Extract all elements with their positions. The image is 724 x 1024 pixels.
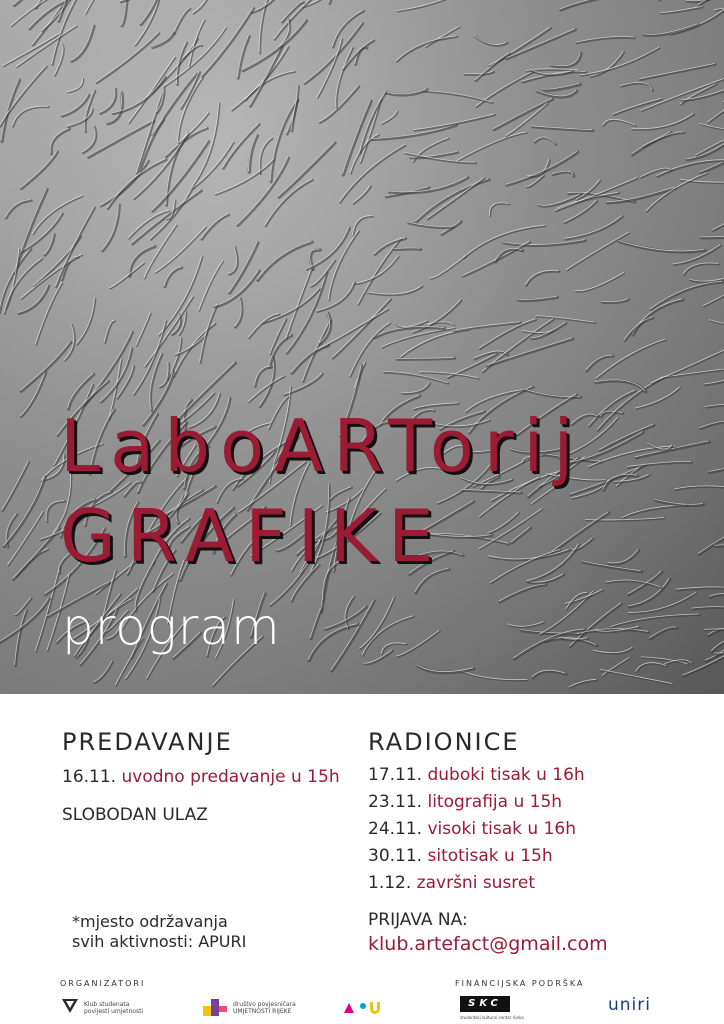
workshop-date: 1.12. (368, 873, 412, 893)
workshop-text: duboki tisak u 16h (427, 765, 585, 785)
workshop-date: 24.11. (368, 819, 423, 839)
skc-mark: SKC (460, 996, 510, 1012)
registration-email-link[interactable]: klub.artefact@gmail.com (368, 933, 608, 955)
venue-note (72, 912, 246, 952)
workshop-date: 17.11. (368, 765, 423, 785)
registration-label: PRIJAVA NA: (368, 910, 468, 930)
skc-logo (460, 996, 530, 1020)
workshop-item (368, 846, 553, 866)
uniri-logo: uniri (608, 995, 651, 1015)
lecture-text: uvodno predavanje u 15h (121, 767, 340, 787)
workshop-item (368, 765, 585, 785)
workshop-date: 23.11. (368, 792, 423, 812)
lecture-item (62, 767, 340, 787)
workshop-text: visoki tisak u 16h (427, 819, 576, 839)
kspu-logo: Klub studenata povijesti umjetnosti (62, 998, 182, 1018)
workshop-text: završni susret (416, 873, 536, 893)
lecture-date: 16.11. (62, 767, 117, 787)
apuri-mark-icon (342, 999, 382, 1015)
workshop-date: 30.11. (368, 846, 423, 866)
dpu-logo: društvo povjesničara UMJETNOSTI RIJEKE (203, 997, 333, 1019)
venue-note-line-1: *mjesto održavanja (72, 912, 228, 931)
workshop-item (368, 819, 576, 839)
title-line-1: LaboARTorij (60, 404, 584, 488)
workshop-item (368, 792, 562, 812)
venue-note-line-2: svih aktivnosti: APURI (72, 932, 247, 951)
workshop-text: sitotisak u 15h (427, 846, 553, 866)
kspu-emblem-icon (62, 998, 78, 1014)
skc-caption: studentski kulturni centar rijeka (460, 1015, 524, 1020)
dpu-emblem-icon (203, 997, 227, 1017)
entry-note: SLOBODAN ULAZ (62, 805, 208, 825)
subtitle: program (62, 598, 281, 656)
workshop-item (368, 873, 535, 893)
organizers-label: ORGANIZATORI (60, 979, 146, 988)
title-line-2: GRAFIKE (60, 494, 445, 578)
apuri-logo (342, 999, 382, 1015)
support-label: FINANCIJSKA PODRŠKA (455, 979, 585, 988)
lecture-heading: PREDAVANJE (62, 728, 233, 756)
workshops-heading: RADIONICE (368, 728, 520, 756)
workshop-text: litografija u 15h (427, 792, 563, 812)
